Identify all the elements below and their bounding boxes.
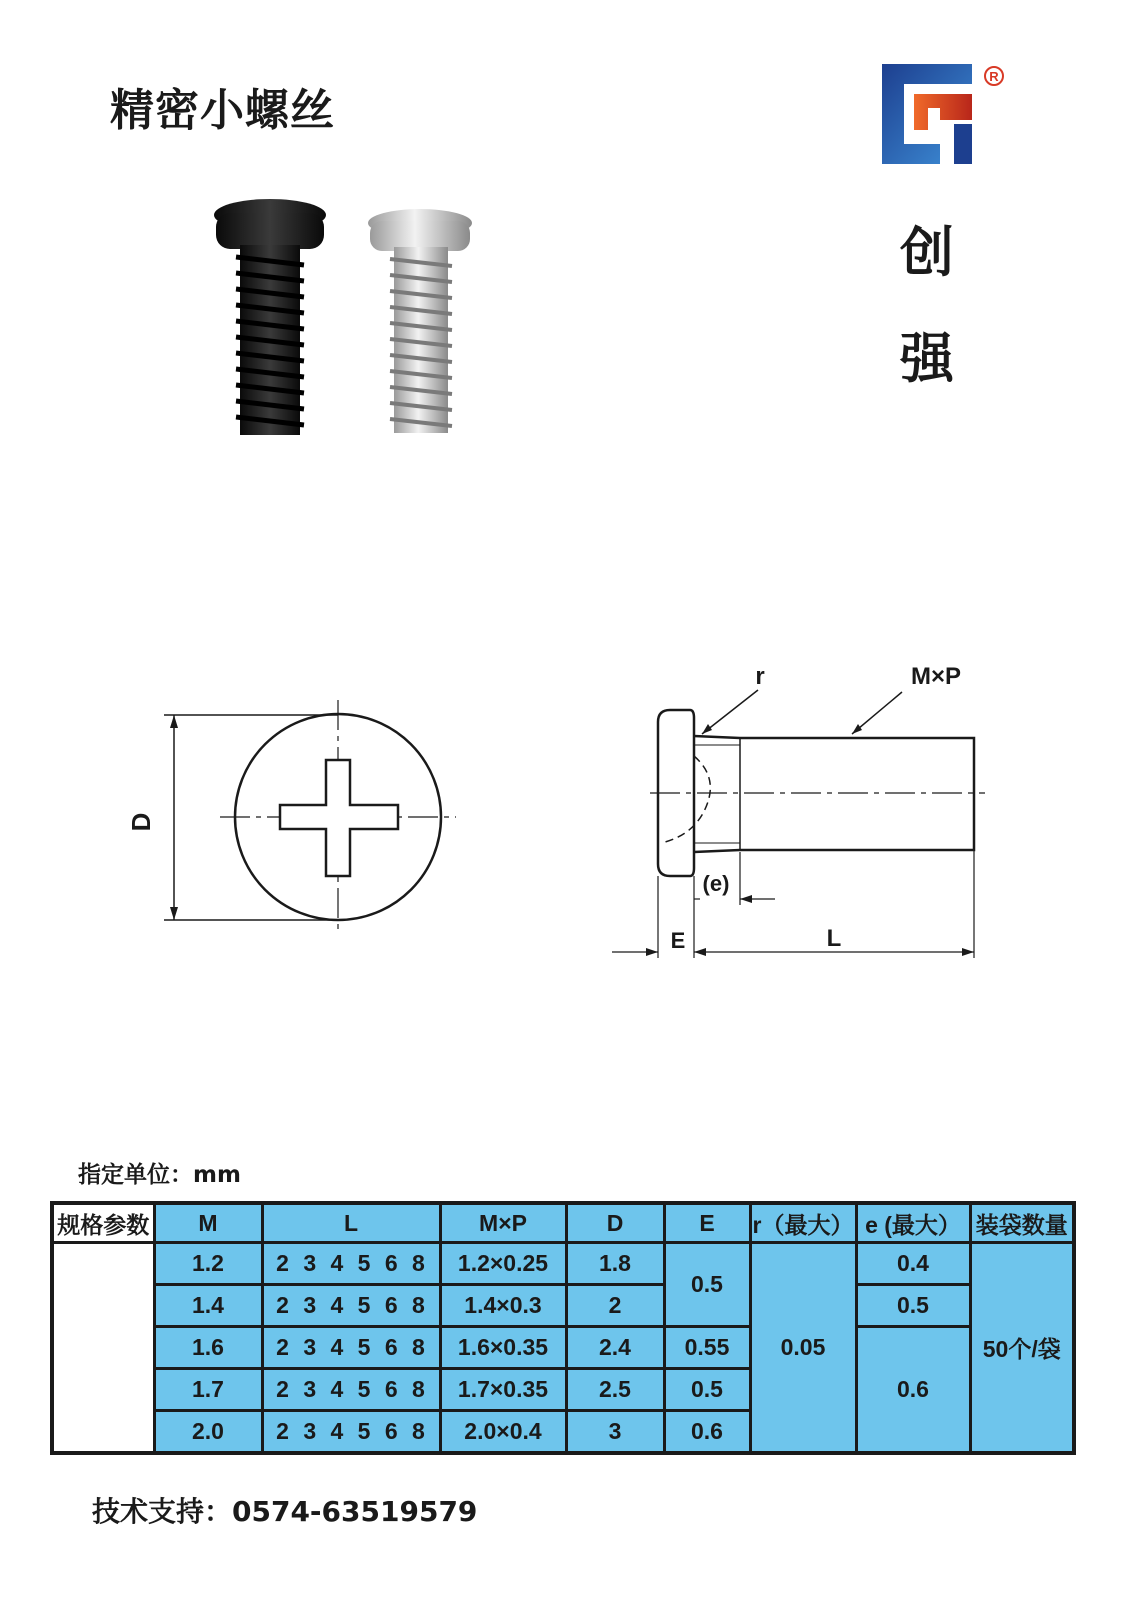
- cell-D: 2.4: [566, 1327, 664, 1369]
- cell-e: 0.5: [856, 1285, 970, 1327]
- header-param: 规格参数: [52, 1203, 154, 1243]
- header-M: M: [154, 1203, 262, 1243]
- label-L: L: [826, 925, 842, 952]
- cell-MxP: 1.6×0.35: [440, 1327, 566, 1369]
- cell-D: 2.5: [566, 1369, 664, 1411]
- table-row: [52, 1285, 1074, 1327]
- cell-MxP: 2.0×0.4: [440, 1411, 566, 1454]
- cell-E: 0.5: [664, 1243, 750, 1327]
- cell-L: 2 3 4 5 6 8: [262, 1285, 440, 1327]
- silver-screw: [368, 209, 472, 433]
- side-view: [612, 663, 985, 958]
- cell-L: 2 3 4 5 6 8: [262, 1243, 440, 1285]
- header-MxP: M×P: [440, 1203, 566, 1243]
- cell-L: 2 3 4 5 6 8: [262, 1411, 440, 1454]
- cell-MxP: 1.2×0.25: [440, 1243, 566, 1285]
- cell-MxP: 1.4×0.3: [440, 1285, 566, 1327]
- label-E: E: [670, 928, 686, 953]
- cell-M: 2.0: [154, 1411, 262, 1454]
- label-MxP: M×P: [910, 663, 962, 690]
- cell-D: 3: [566, 1411, 664, 1454]
- svg-text:R: R: [989, 69, 999, 84]
- header-E: E: [664, 1203, 750, 1243]
- cell-M: 1.4: [154, 1285, 262, 1327]
- cell-D: 1.8: [566, 1243, 664, 1285]
- label-D: D: [126, 812, 156, 832]
- table-header-row: [52, 1203, 1074, 1243]
- tech-support: 技术支持：0574-63519579: [92, 1495, 478, 1528]
- cell-M: 1.7: [154, 1369, 262, 1411]
- cell-e: 0.6: [856, 1327, 970, 1454]
- table-row: [52, 1243, 1074, 1285]
- label-e: (e): [702, 871, 730, 896]
- cell-L: 2 3 4 5 6 8: [262, 1369, 440, 1411]
- unit-label: 指定单位：mm: [78, 1162, 241, 1188]
- cell-e: 0.4: [856, 1243, 970, 1285]
- label-r: r: [755, 663, 765, 690]
- header-e: e (最大）: [856, 1203, 970, 1243]
- cell-M: 1.2: [154, 1243, 262, 1285]
- brand-logo: [880, 58, 1020, 178]
- cell-M: 1.6: [154, 1327, 262, 1369]
- brand-char-2: 强: [900, 327, 954, 390]
- black-screw: [214, 199, 326, 435]
- header-r: r（最大）: [750, 1203, 856, 1243]
- cell-L: 2 3 4 5 6 8: [262, 1327, 440, 1369]
- brand-char-1: 创: [900, 221, 954, 284]
- spec-table: [50, 1201, 1076, 1455]
- cell-D: 2: [566, 1285, 664, 1327]
- cell-E: 0.6: [664, 1411, 750, 1454]
- cell-MxP: 1.7×0.35: [440, 1369, 566, 1411]
- header-L: L: [262, 1203, 440, 1243]
- technical-drawing: [0, 640, 1130, 980]
- cell-r: 0.05: [750, 1243, 856, 1454]
- cell-E: 0.5: [664, 1369, 750, 1411]
- page-title: 精密小螺丝: [110, 85, 335, 136]
- top-view: [126, 700, 456, 935]
- header-D: D: [566, 1203, 664, 1243]
- header-qty: 装袋数量: [970, 1203, 1074, 1243]
- param-blank-cell: [52, 1243, 154, 1454]
- table-row: [52, 1327, 1074, 1369]
- product-photo: [210, 195, 490, 455]
- cell-qty: 50个/袋: [970, 1243, 1074, 1454]
- cell-E: 0.55: [664, 1327, 750, 1369]
